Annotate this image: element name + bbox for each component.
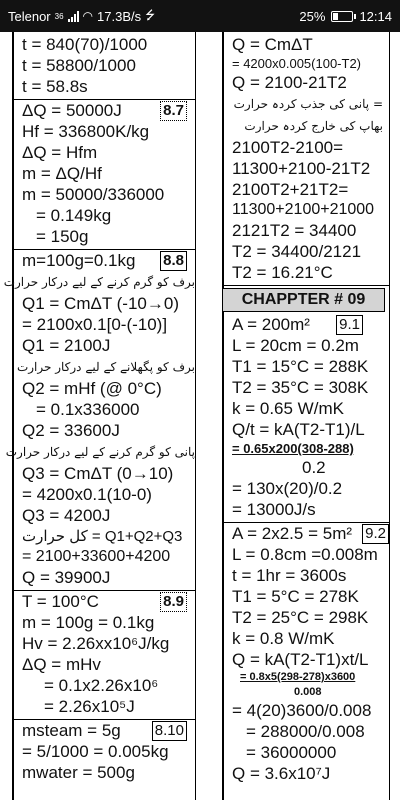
formula-line: = 2.26x10⁵J xyxy=(44,697,135,716)
answer-block-8-8 xyxy=(3,250,195,591)
formula-line: Q2 = 33600J xyxy=(22,421,120,440)
formula-line: t = 1hr = 3600s xyxy=(232,566,347,585)
block-header xyxy=(22,100,195,121)
formula-line: Q = kA(T2-T1)xt/L xyxy=(232,650,369,669)
fraction-denominator: 0.2 xyxy=(302,458,326,477)
answer-block-8-7 xyxy=(14,100,195,250)
formula-line: Q1 = CmΔT (-10→0) xyxy=(22,294,179,313)
urdu-note: بھاپ کی خارج کردہ حرارت xyxy=(244,119,383,133)
formula-line: = 0.149kg xyxy=(36,206,112,225)
network-speed: 17.3B/s xyxy=(97,8,142,24)
fraction-numerator: = 0.8x5(298-278)x3600 xyxy=(240,671,356,683)
formula-line: = 4200x0.1(10-0) xyxy=(22,485,152,504)
usb-icon: ⭍ xyxy=(145,7,156,22)
formula-line: کل حرارت = Q1+Q2+Q3 xyxy=(22,528,183,545)
formula-line: T2 = 35°C = 308K xyxy=(232,378,369,397)
formula-line: 2100T2+21T2= xyxy=(232,180,349,199)
formula-line: t = 58800/1000 xyxy=(22,56,136,75)
formula-line: Q3 = 4200J xyxy=(22,506,111,525)
answer-block-9-1 xyxy=(224,314,389,523)
urdu-note: = پانی کی جذب کردہ حرارت xyxy=(233,97,383,111)
formula-line: k = 0.65 W/mK xyxy=(232,399,344,418)
formula-line: = 4(20)3600/0.008 xyxy=(232,701,372,720)
urdu-note: پانی کو گرم کرنے کے لیے درکار حرارت xyxy=(5,445,195,459)
formula-line: Hv = 2.26xx10⁶J/kg xyxy=(22,634,170,653)
wifi-icon: ◠ xyxy=(82,9,94,23)
formula-line: = 2100x0.1[0-(-10)] xyxy=(22,315,168,334)
question-tag: 9.2 xyxy=(362,524,389,544)
formula-line: = 2100+33600+4200 xyxy=(22,548,171,565)
formula-line: Q3 = CmΔT (0→10) xyxy=(22,464,174,483)
formula-line: m=100g=0.1kg xyxy=(22,251,136,270)
signal-icon xyxy=(68,11,79,22)
answer-block-8-6 xyxy=(14,34,195,100)
question-tag: 8.10 xyxy=(152,721,187,741)
urdu-note: برف کو پگھلانے کے لیے درکار حرارت xyxy=(16,360,195,374)
formula-line: msteam = 5g xyxy=(22,721,121,740)
formula-line: Q = CmΔT xyxy=(232,35,313,54)
question-tag: 8.7 xyxy=(160,101,187,121)
formula-line: A = 2x2.5 = 5m² xyxy=(232,524,353,543)
formula-line: k = 0.8 W/mK xyxy=(232,629,335,648)
answer-block-9-2 xyxy=(224,523,389,786)
right-column xyxy=(222,32,390,800)
formula-line: m = 50000/336000 xyxy=(22,185,165,204)
formula-line: ΔQ = Hfm xyxy=(22,143,98,162)
formula-line: L = 0.8cm =0.008m xyxy=(232,545,378,564)
formula-line: = 130x(20)/0.2 xyxy=(232,479,343,498)
formula-line: = 36000000 xyxy=(246,743,337,762)
formula-line: = 4200x0.005(100-T2) xyxy=(232,56,362,71)
chapter-heading: CHAPPTER # 09 xyxy=(222,288,385,312)
formula-line: T = 100°C xyxy=(22,592,99,611)
urdu-note: برف کو گرم کرنے کے لیے درکار حرارت xyxy=(3,275,195,289)
formula-line: Q = 3.6x10⁷J xyxy=(232,764,331,783)
block-header xyxy=(22,250,195,271)
formula-line: = 0.1x336000 xyxy=(36,400,140,419)
formula-line: T1 = 5°C = 278K xyxy=(232,587,359,606)
fraction-numerator: = 0.65x200(308-288) xyxy=(232,441,354,456)
network-type: 36 xyxy=(54,11,64,21)
formula-line: t = 58.8s xyxy=(22,77,88,96)
formula-line: Q2 = mHf (@ 0°C) xyxy=(22,379,162,398)
formula-line: = 5/1000 = 0.005kg xyxy=(22,742,169,761)
fraction-denominator: 0.008 xyxy=(294,686,322,698)
formula-line: T1 = 15°C = 288K xyxy=(232,357,369,376)
formula-line: mwater = 500g xyxy=(22,763,135,782)
answer-block-8-10-cont xyxy=(224,34,389,286)
formula-line: Q1 = 2100J xyxy=(22,336,111,355)
formula-line: Q/t = kA(T2-T1)/L xyxy=(232,420,365,439)
clock: 12:14 xyxy=(359,8,392,24)
formula-line: m = 100g = 0.1kg xyxy=(22,613,155,632)
question-tag: 9.1 xyxy=(336,315,363,335)
block-header xyxy=(22,591,195,612)
formula-line: 11300+2100-21T2 xyxy=(232,159,371,178)
answer-block-8-9 xyxy=(14,591,195,720)
formula-line: ΔQ = mHv xyxy=(22,655,101,674)
battery-percent: 25% xyxy=(299,8,326,24)
formula-line: = 288000/0.008 xyxy=(246,722,365,741)
battery-icon xyxy=(331,11,353,22)
left-column xyxy=(3,32,196,800)
formula-line: T2 = 34400/2121 xyxy=(232,242,362,261)
status-bar xyxy=(0,0,400,32)
question-tag: 8.8 xyxy=(160,251,187,271)
formula-line: ΔQ = 50000J xyxy=(22,101,122,120)
formula-line: = 13000J/s xyxy=(232,500,316,519)
formula-line: 11300+2100+21000 xyxy=(232,201,375,218)
answer-block-8-10 xyxy=(14,720,195,785)
formula-line: Q = 2100-21T2 xyxy=(232,73,347,92)
block-header xyxy=(22,720,195,741)
formula-line: 2100T2-2100= xyxy=(232,138,344,157)
document-page[interactable] xyxy=(0,32,400,800)
formula-line: Q = 39900J xyxy=(22,568,111,587)
formula-line: A = 200m² xyxy=(232,315,310,334)
formula-line: t = 840(70)/1000 xyxy=(22,35,148,54)
formula-line: = 150g xyxy=(36,227,89,246)
formula-line: T2 = 16.21°C xyxy=(232,263,333,282)
block-header xyxy=(232,523,389,544)
block-header xyxy=(232,314,389,335)
carrier-label: Telenor xyxy=(8,8,51,24)
formula-line: L = 20cm = 0.2m xyxy=(232,336,359,355)
formula-line: 2121T2 = 34400 xyxy=(232,221,357,240)
question-tag: 8.9 xyxy=(160,592,187,612)
formula-line: = 0.1x2.26x10⁶ xyxy=(44,676,159,695)
formula-line: T2 = 25°C = 298K xyxy=(232,608,369,627)
formula-line: m = ΔQ/Hf xyxy=(22,164,102,183)
formula-line: Hf = 336800K/kg xyxy=(22,122,150,141)
